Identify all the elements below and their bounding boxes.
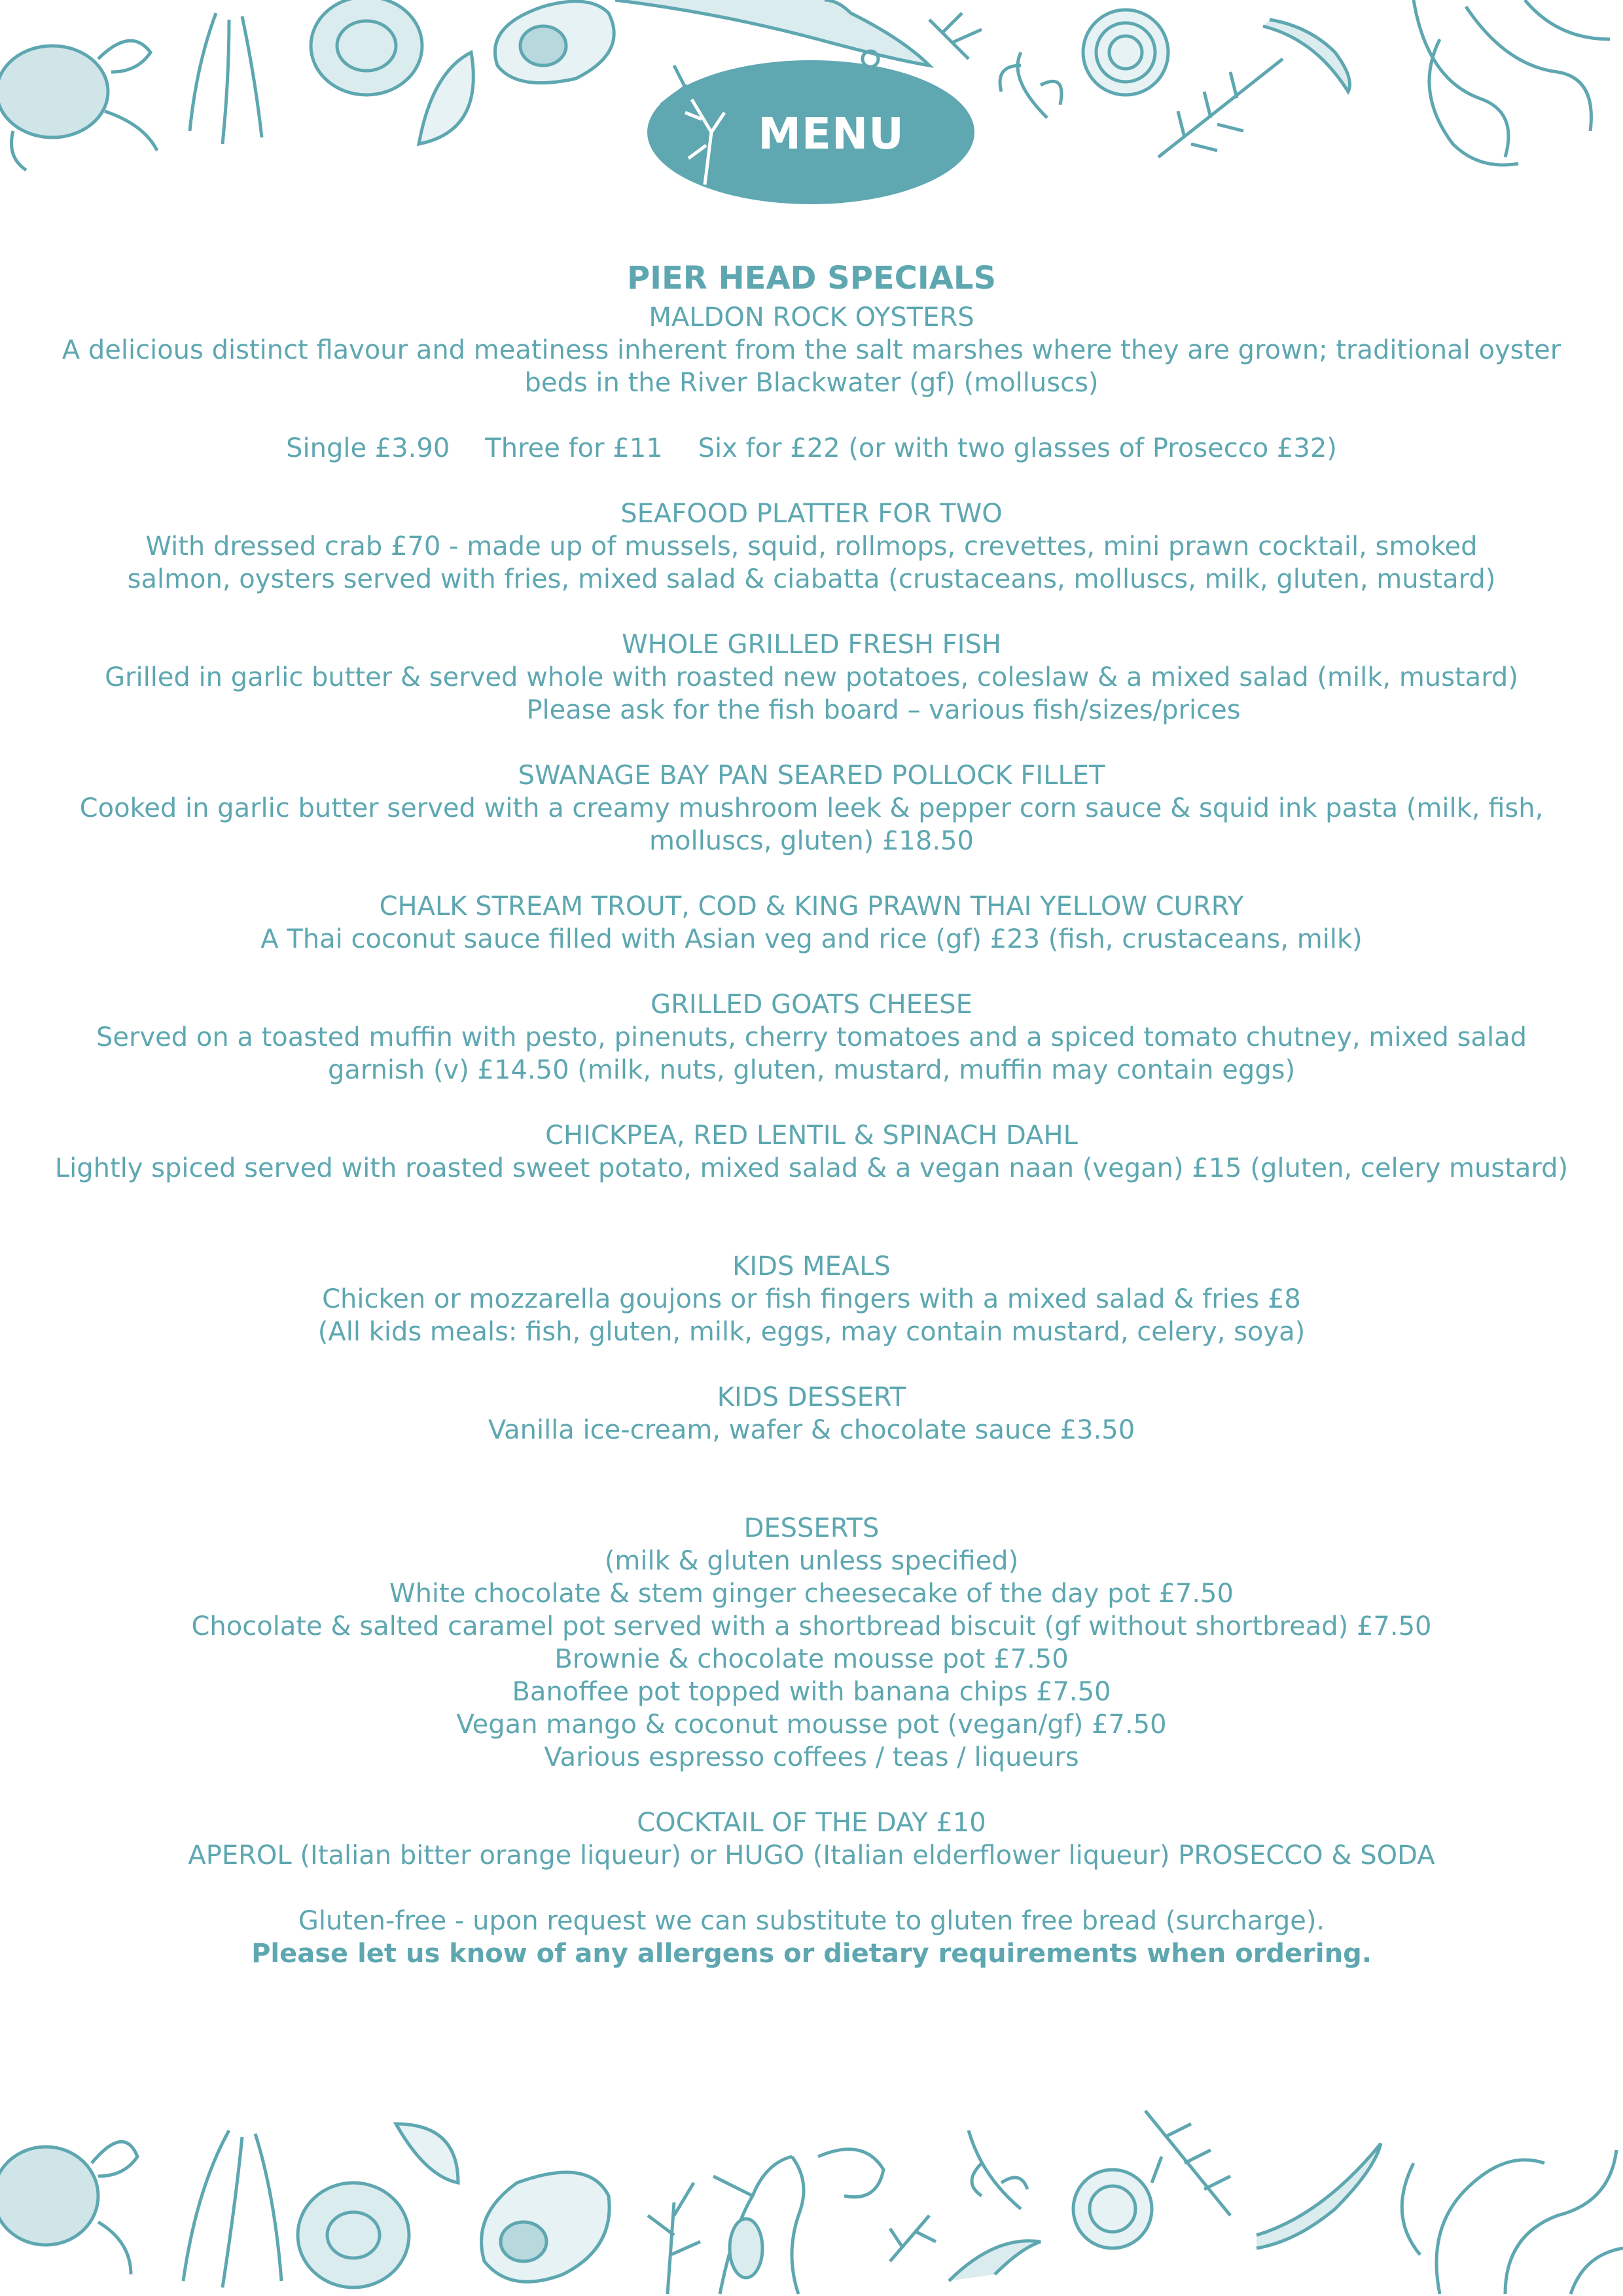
- item-name: MALDON ROCK OYSTERS: [649, 302, 974, 332]
- cocktail-section: [52, 1806, 1571, 1872]
- item-description: A Thai coconut sauce filled with Asian veg and rice (gf) £23 (fish, crustaceans, milk): [260, 924, 1363, 954]
- item-name: CHALK STREAM TROUT, COD & KING PRAWN THAI YELLOW CURRY: [379, 891, 1244, 922]
- menu-item-oysters: [52, 301, 1571, 465]
- menu-badge-label: MENU: [758, 109, 904, 159]
- menu-item-dahl: [52, 1119, 1571, 1185]
- allergen-note: Please let us know of any allergens or dietary requirements when ordering.: [251, 1939, 1372, 1969]
- parsley-icon: [969, 2130, 1027, 2209]
- coral-icon: [648, 2183, 700, 2294]
- desserts-title: DESSERTS: [743, 1513, 880, 1543]
- kids-dessert-section: [52, 1381, 1571, 1446]
- item-name: GRILLED GOATS CHEESE: [651, 990, 972, 1020]
- item-note: Please ask for the fish board – various fish/sizes/prices: [526, 695, 1241, 725]
- dessert-item: White chocolate & stem ginger cheesecake of the day pot £7.50: [389, 1579, 1234, 1609]
- menu-item-seafood-platter: [52, 497, 1571, 596]
- oyster-icon: [298, 2183, 409, 2287]
- item-description: Lightly spiced served with roasted sweet potato, mixed salad & a vegan naan (vegan) £15 (gluten, celery mustard): [54, 1153, 1569, 1183]
- item-description: With dressed crab £70 - made up of mussels, squid, rollmops, crevettes, mini prawn cocktail, smoked salmon, oysters served with fries, mixed salad & ciabatta (crustaceans, molluscs, milk, gluten, mustard): [127, 531, 1496, 594]
- item-name: WHOLE GRILLED FRESH FISH: [622, 630, 1001, 660]
- chili-icon: [1263, 20, 1350, 92]
- item-prices: [52, 432, 1571, 465]
- gluten-note: Gluten-free - upon request we can substitute to gluten free bread (surcharge).: [298, 1906, 1325, 1936]
- oyster-icon: [311, 0, 422, 95]
- cocktail-line: APEROL (Italian bitter orange liqueur) or HUGO (Italian elderflower liqueur) PROSECCO & SODA: [188, 1840, 1435, 1871]
- seafood-illustration-bottom: [0, 2085, 1623, 2296]
- menu-item-goats-cheese: [52, 988, 1571, 1086]
- kids-meals-title: KIDS MEALS: [732, 1251, 891, 1282]
- footer-notes: [52, 1905, 1571, 1970]
- onion-icon: [1083, 10, 1168, 95]
- lemon-icon: [396, 2124, 458, 2183]
- shrimp-icon: [818, 2149, 883, 2197]
- price-six: Six for £22 (or with two glasses of Prosecco £32): [698, 433, 1337, 463]
- onion-icon: [1073, 2170, 1152, 2248]
- item-description: A delicious distinct flavour and meatiness inherent from the salt marshes where they are grown; traditional oyster beds in the River Blackwater (gf) (molluscs): [62, 335, 1561, 398]
- kids-meals-line: Chicken or mozzarella goujons or fish fingers with a mixed salad & fries £8: [322, 1284, 1301, 1314]
- dill-icon: [890, 2215, 936, 2261]
- kids-meals-allergens: (All kids meals: fish, gluten, milk, eggs, may contain mustard, celery, soya): [317, 1317, 1306, 1347]
- menu-item-whole-fish: [52, 628, 1571, 726]
- crab-icon: [0, 41, 157, 170]
- dessert-item: Banoffee pot topped with banana chips £7.50: [512, 1677, 1111, 1707]
- item-name: SEAFOOD PLATTER FOR TWO: [620, 499, 1003, 529]
- section-title: PIER HEAD SPECIALS: [626, 260, 997, 296]
- squid-icon: [183, 2130, 281, 2287]
- squid-icon: [190, 13, 262, 144]
- lobster-icon: [713, 2157, 804, 2294]
- lemon-icon: [419, 52, 473, 144]
- kids-dessert-title: KIDS DESSERT: [717, 1382, 906, 1412]
- kids-dessert-line: Vanilla ice-cream, wafer & chocolate sauce £3.50: [488, 1415, 1135, 1445]
- avocado-icon: [482, 2172, 610, 2282]
- octopus-icon: [1414, 0, 1610, 165]
- parsley-icon: [1000, 52, 1061, 118]
- chili-icon: [1257, 2144, 1381, 2248]
- desserts-note: (milk & gluten unless specified): [604, 1546, 1019, 1576]
- dessert-item: Vegan mango & coconut mousse pot (vegan/gf) £7.50: [456, 1710, 1167, 1740]
- price-three: Three for £11: [485, 433, 663, 463]
- rosemary-icon: [1158, 59, 1283, 157]
- desserts-section: [52, 1512, 1571, 1774]
- item-description: Served on a toasted muffin with pesto, pinenuts, cherry tomatoes and a spiced tomato chutney, mixed salad garnish (v) £14.50 (milk, nuts, gluten, mustard, muffin may contain eggs): [96, 1022, 1527, 1085]
- dill-icon: [929, 13, 982, 59]
- chili-icon: [949, 2241, 1041, 2281]
- avocado-icon: [495, 1, 614, 83]
- kids-meals-section: [52, 1250, 1571, 1348]
- menu-item-pollock: [52, 759, 1571, 857]
- menu-item-thai-curry: [52, 890, 1571, 956]
- menu-content: [52, 255, 1571, 2003]
- octopus-icon: [1402, 2150, 1623, 2294]
- dessert-item: Brownie & chocolate mousse pot £7.50: [554, 1644, 1069, 1674]
- cocktail-title: COCKTAIL OF THE DAY £10: [637, 1808, 986, 1838]
- item-description: Grilled in garlic butter & served whole with roasted new potatoes, coleslaw & a mixed salad (milk, mustard): [105, 662, 1518, 692]
- crab-icon: [0, 2142, 137, 2274]
- dessert-item: Various espresso coffees / teas / liqueurs: [544, 1742, 1079, 1772]
- price-single: Single £3.90: [286, 433, 450, 463]
- item-name: SWANAGE BAY PAN SEARED POLLOCK FILLET: [518, 761, 1105, 791]
- rosemary-icon: [1145, 2111, 1230, 2215]
- item-description: Cooked in garlic butter served with a creamy mushroom leek & pepper corn sauce & squid ink pasta (milk, fish, molluscs, gluten) £18.50: [79, 793, 1544, 856]
- item-name: CHICKPEA, RED LENTIL & SPINACH DAHL: [545, 1121, 1078, 1151]
- dessert-item: Chocolate & salted caramel pot served with a shortbread biscuit (gf without shortbread) £7.50: [191, 1611, 1432, 1641]
